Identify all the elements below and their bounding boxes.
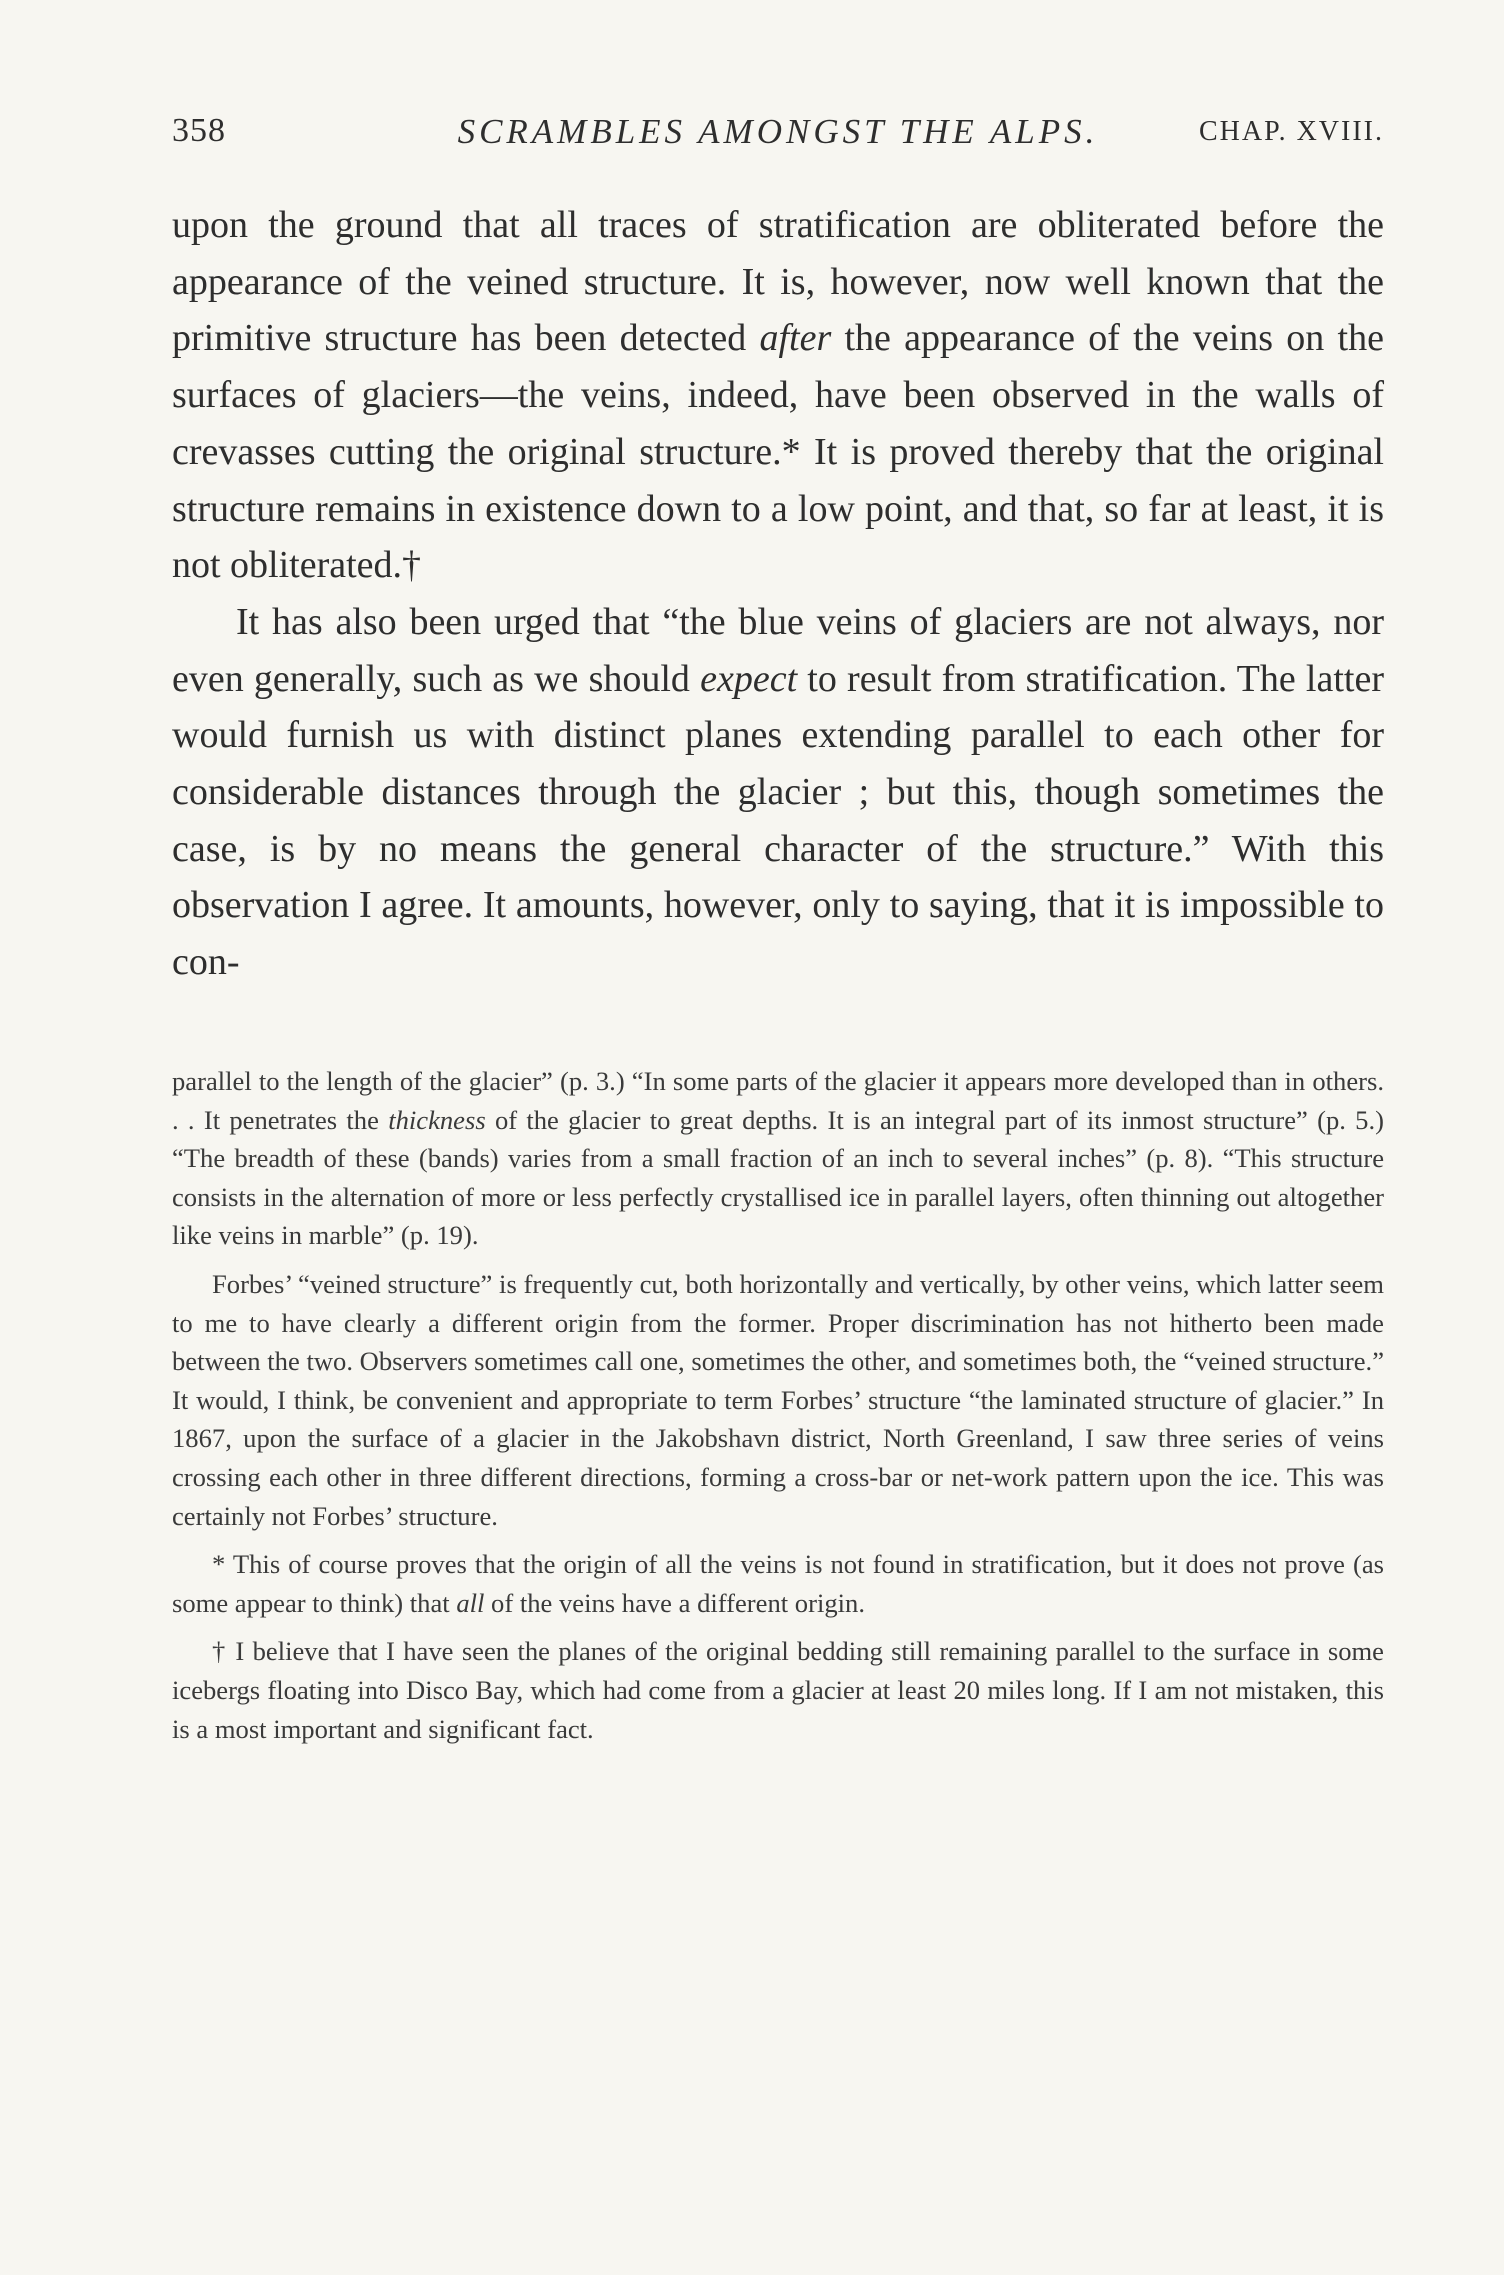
footnote-dagger: † I believe that I have seen the planes of the original bedding still remaining parallel to the surface in some icebergs floating into Disco Bay, which had come from a glacier at least 20 miles long. If I am not mistaken, this is a most important and significant fact. (172, 1636, 1384, 1744)
emphasis-expect: expect (700, 657, 798, 700)
paragraph-2 (172, 594, 1384, 991)
chapter-label: CHAP. XVIII. (1199, 116, 1384, 147)
paragraph-1-part-1: upon the ground that all traces of stratification are obliterated before the appearance of the veined structure. It is, however, now well known that the primitive structure has been detected (172, 204, 1384, 360)
paragraph-1-part-2: the appearance of the veins on the surfaces of glaciers—the veins, indeed, have been observed in the walls of crevasses cutting the original structure.* It is proved thereby that the original structure remains in existence down to a low point, and that, so far at least, it is not obliterated.† (172, 317, 1384, 587)
paragraph-1 (172, 197, 1384, 594)
footnotes (172, 1062, 1384, 1748)
footnote-star-part-2: of the veins have a different origin. (484, 1587, 865, 1618)
main-text (172, 197, 1384, 991)
footnote-continuation-part-2: of the glacier to great depths. It is an integral part of its inmost structure” (p. 5.) “The breadth of these (bands) varies from a small fraction of an inch to several inches” (p. 8). “This structure consists in the alternation of more or less perfectly crystallised ice in parallel layers, often thinning out altogether like veins in marble” (p. 19). (172, 1104, 1384, 1251)
footnote-star-part-1: * This of course proves that the origin of all the veins is not found in stratification, but it does not prove (as some appear to think) that (172, 1549, 1384, 1618)
paragraph-2-part-1: It has also been urged that “the blue veins of glaciers are not always, nor even generally, such as we should (172, 600, 1384, 700)
footnote-continuation (172, 1062, 1384, 1255)
footnote-star (172, 1545, 1384, 1622)
running-header (172, 112, 1384, 160)
footnote-continuation-part-1: parallel to the length of the glacier” (p. 3.) “In some parts of the glacier it appears more developed than in others. . . It penetrates the (172, 1066, 1384, 1135)
emphasis-after: after (759, 317, 832, 360)
paragraph-2-part-2: to result from stratification. The latter would furnish us with distinct planes extending parallel to each other for considerable distances through the glacier ; but this, though sometimes the case, is by no means the general character of the structure.” With this observation I agree. It amounts, however, only to saying, that it is impossible to con- (172, 657, 1384, 984)
emphasis-all: all (456, 1587, 485, 1618)
emphasis-thickness: thickness (388, 1104, 486, 1135)
footnote-forbes: Forbes’ “veined structure” is frequently cut, both horizontally and vertically, by other veins, which latter seem to me to have clearly a different origin from the former. Proper discrimination has not hitherto been made between the two. Observers sometimes call one, sometimes the other, and sometimes both, the “veined structure.” It would, I think, be convenient and appropriate to term Forbes’ structure “the laminated structure of glacier.” In 1867, upon the surface of a glacier in the Jakobshavn district, North Greenland, I saw three series of veins crossing each other in three different directions, forming a cross-bar or net-work pattern upon the ice. This was certainly not Forbes’ structure. (172, 1268, 1384, 1531)
running-title: SCRAMBLES AMONGST THE ALPS. (457, 112, 1099, 151)
page-number: 358 (172, 112, 226, 149)
